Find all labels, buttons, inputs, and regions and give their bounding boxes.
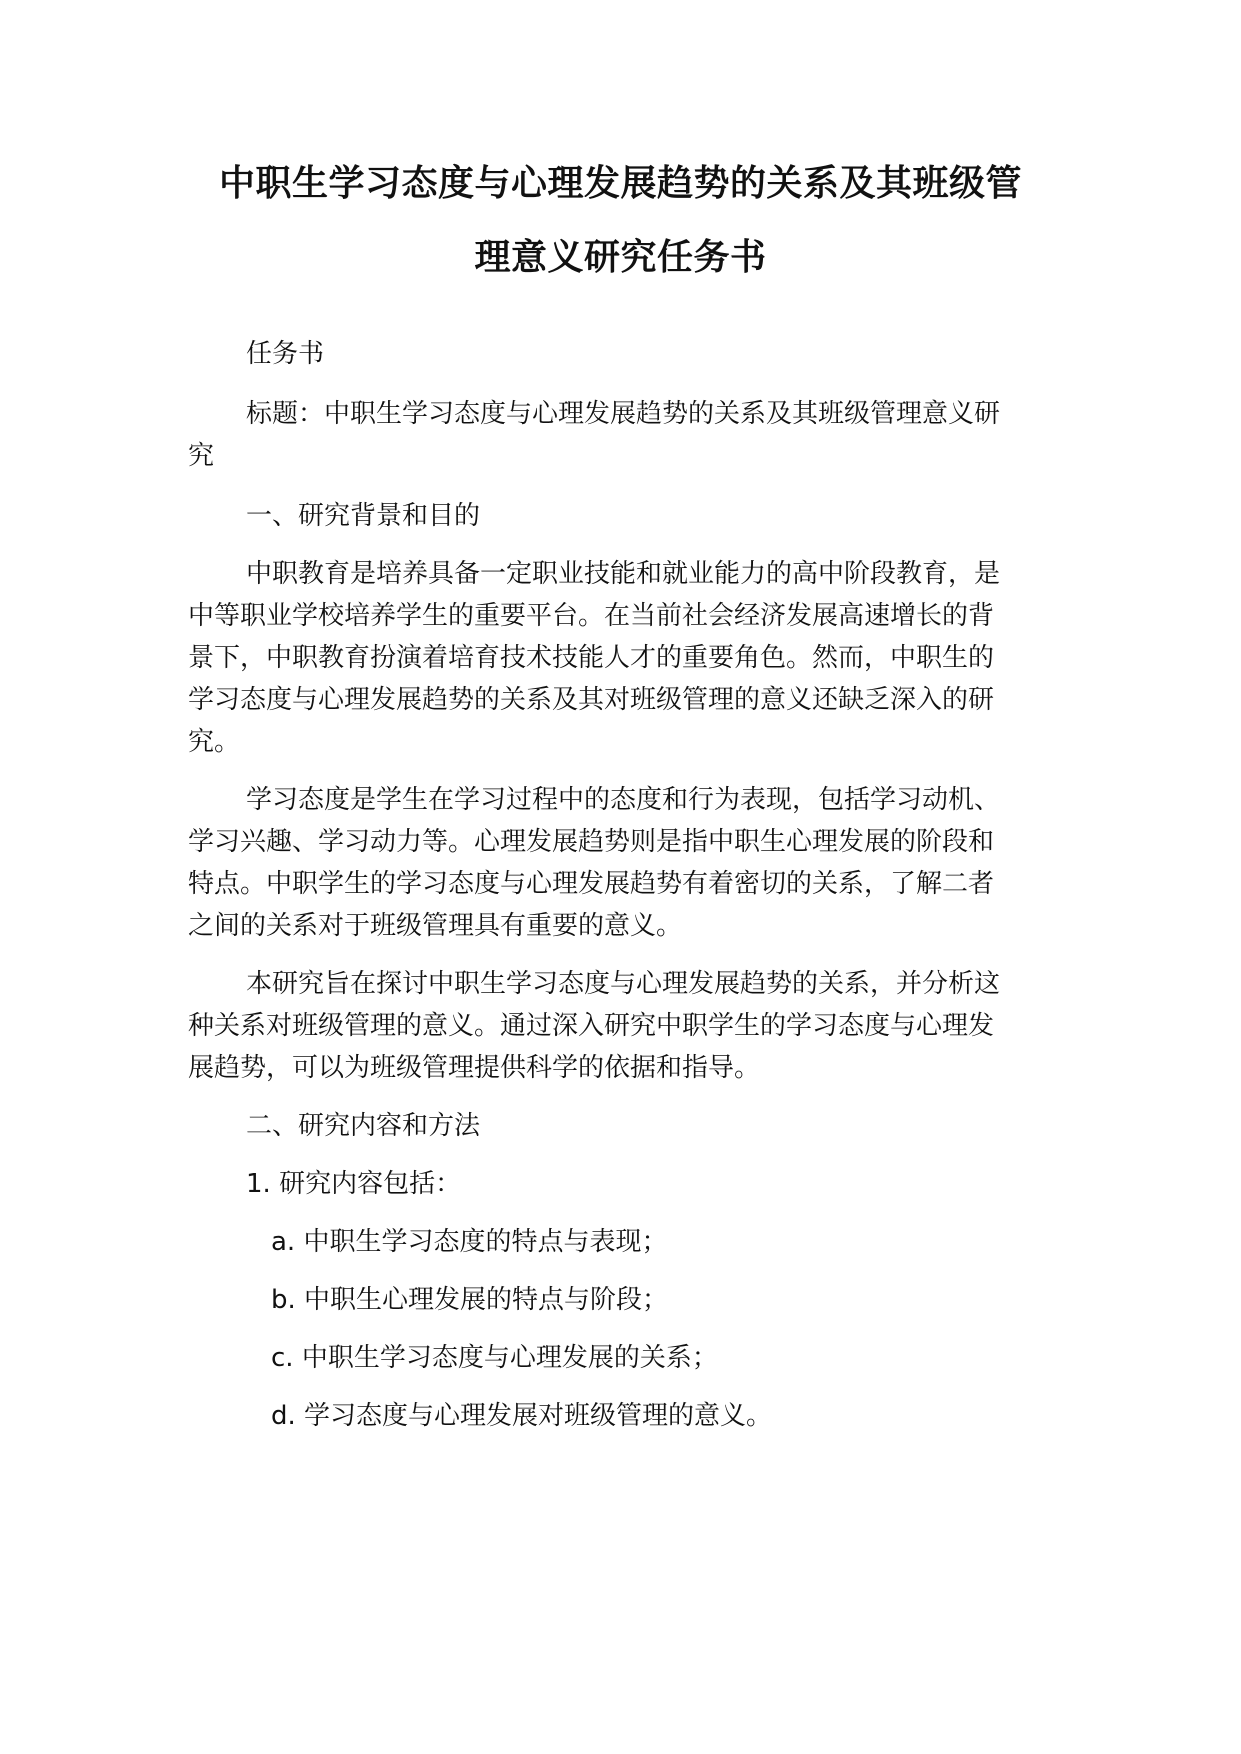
paragraph-1-line: 景下，中职教育扮演着培育技术技能人才的重要角色。然而，中职生的 — [188, 643, 995, 673]
paragraph-3-line: 种关系对班级管理的意义。通过深入研究中职学生的学习态度与心理发 — [188, 1011, 995, 1041]
list-item: d. 学习态度与心理发展对班级管理的意义。 — [271, 1401, 773, 1431]
subject-line-2: 究 — [188, 441, 215, 471]
paragraph-1-line: 学习态度与心理发展趋势的关系及其对班级管理的意义还缺乏深入的研 — [188, 685, 995, 715]
paragraph-1-line: 中职教育是培养具备一定职业技能和就业能力的高中阶段教育，是 — [246, 559, 1001, 589]
paragraph-2-line: 学习态度是学生在学习过程中的态度和行为表现，包括学习动机、 — [246, 785, 1001, 815]
section-1-heading: 一、研究背景和目的 — [246, 501, 481, 531]
section-2-heading: 二、研究内容和方法 — [246, 1111, 481, 1141]
list-item: a. 中职生学习态度的特点与表现； — [271, 1227, 668, 1257]
subject-line-1: 标题：中职生学习态度与心理发展趋势的关系及其班级管理意义研 — [246, 399, 1001, 429]
paragraph-3-line: 本研究旨在探讨中职生学习态度与心理发展趋势的关系，并分析这 — [246, 969, 1001, 999]
document-title-line-1: 中职生学习态度与心理发展趋势的关系及其班级管 — [218, 163, 1022, 204]
document-title-line-2: 理意义研究任务书 — [474, 237, 767, 278]
paragraph-2-line: 之间的关系对于班级管理具有重要的意义。 — [188, 911, 683, 941]
paragraph-1-line: 究。 — [188, 727, 241, 757]
paragraph-2-line: 学习兴趣、学习动力等。心理发展趋势则是指中职生心理发展的阶段和 — [188, 827, 995, 857]
paragraph-2-line: 特点。中职学生的学习态度与心理发展趋势有着密切的关系，了解二者 — [188, 869, 995, 899]
list-heading: 1. 研究内容包括： — [246, 1169, 462, 1199]
list-item: b. 中职生心理发展的特点与阶段； — [271, 1285, 669, 1315]
paragraph-1-line: 中等职业学校培养学生的重要平台。在当前社会经济发展高速增长的背 — [188, 601, 995, 631]
task-book-label: 任务书 — [246, 339, 325, 369]
paragraph-3-line: 展趋势，可以为班级管理提供科学的依据和指导。 — [188, 1053, 761, 1083]
list-item: c. 中职生学习态度与心理发展的关系； — [271, 1343, 718, 1373]
